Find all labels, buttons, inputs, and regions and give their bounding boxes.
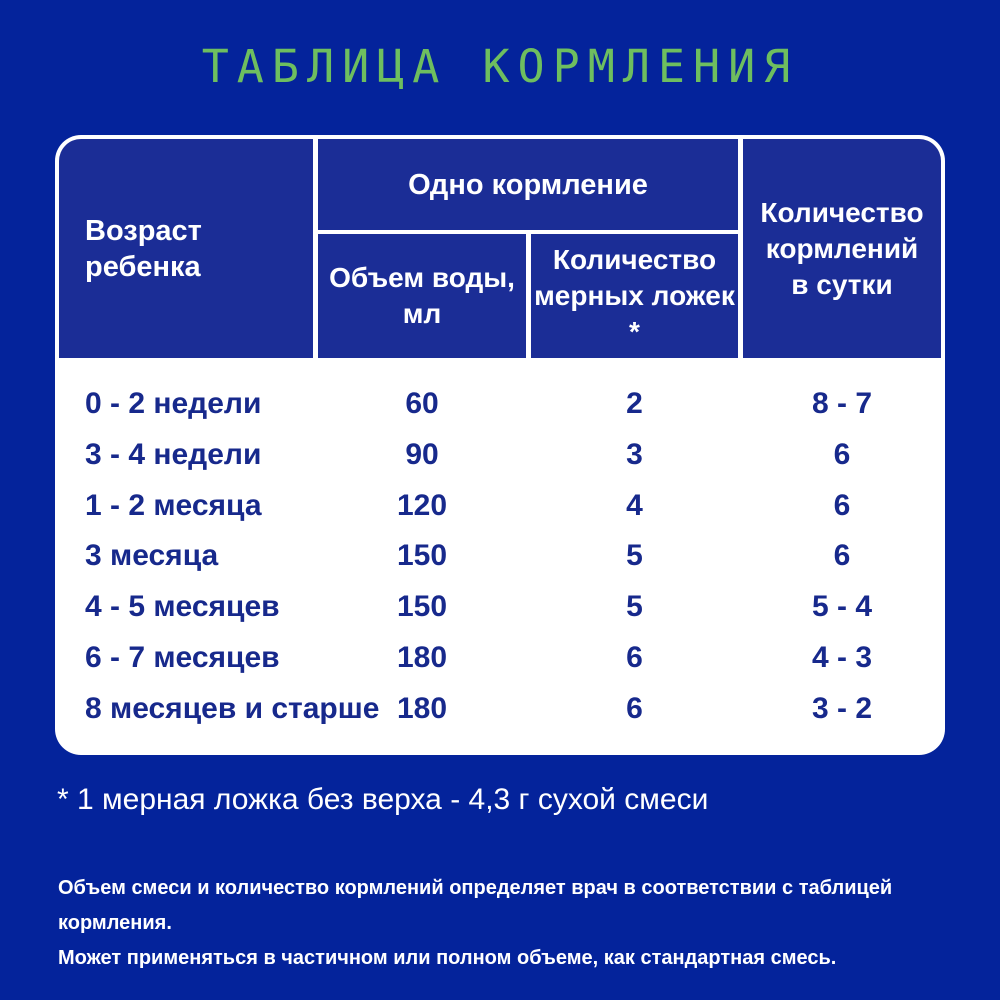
cell-spoons: 4 (626, 488, 643, 522)
cell-feedings: 6 (833, 437, 851, 471)
table-body (59, 358, 941, 751)
disclaimer (58, 871, 1000, 976)
table-row (59, 437, 941, 473)
table-row (59, 640, 941, 676)
footnote-measuring-spoon: * 1 мерная ложка без верха - 4,3 г сухой смеси (57, 783, 709, 816)
cell-spoons: 6 (626, 691, 643, 725)
table-row (59, 589, 941, 625)
disclaimer-line-2: Может применяться в частичном или полном объеме, как стандартная смесь. (58, 947, 837, 969)
cell-water: 150 (396, 590, 448, 624)
header-one-feeding: Одно кормление (318, 139, 738, 230)
cell-water: 120 (396, 488, 448, 522)
cell-spoons: 5 (626, 539, 643, 573)
header-feedings-per-day: Количество кормлений в сутки (743, 139, 941, 358)
cell-water: 180 (396, 641, 448, 675)
cell-spoons: 2 (626, 387, 643, 420)
cell-age: 3 месяца (85, 539, 219, 573)
table-header (59, 139, 941, 358)
disclaimer-line-1: Объем смеси и количество кормлений определяет врач в соответствии с таблицей кормления. (58, 877, 893, 934)
cell-feedings: 4 - 3 (811, 641, 873, 675)
cell-age: 6 - 7 месяцев (85, 641, 280, 675)
cell-feedings: 6 (833, 539, 851, 573)
cell-feedings: 8 - 7 (811, 387, 873, 420)
cell-spoons: 6 (626, 641, 643, 675)
table-row (59, 691, 941, 727)
table-row (59, 538, 941, 574)
cell-water: 180 (396, 691, 448, 725)
page-title: ТАБЛИЦА КОРМЛЕНИЯ (201, 40, 799, 93)
header-spoons: Количество мерных ложек * (531, 234, 738, 358)
cell-feedings: 5 - 4 (811, 590, 873, 624)
header-age: Возраст ребенка (59, 139, 313, 358)
cell-feedings: 3 - 2 (811, 691, 873, 725)
feeding-table (55, 135, 945, 755)
cell-feedings: 6 (833, 488, 851, 522)
cell-water: 90 (405, 437, 439, 471)
cell-age: 4 - 5 месяцев (85, 590, 280, 624)
cell-spoons: 3 (626, 437, 643, 471)
cell-water: 60 (405, 387, 439, 420)
cell-age: 0 - 2 недели (85, 387, 262, 420)
cell-spoons: 5 (626, 590, 643, 624)
header-water-volume: Объем воды, мл (318, 234, 526, 358)
table-row (59, 386, 941, 422)
cell-age: 8 месяцев и старше (85, 691, 380, 725)
cell-age: 3 - 4 недели (85, 437, 262, 471)
cell-age: 1 - 2 месяца (85, 488, 262, 522)
table-row (59, 488, 941, 524)
cell-water: 150 (396, 539, 448, 573)
